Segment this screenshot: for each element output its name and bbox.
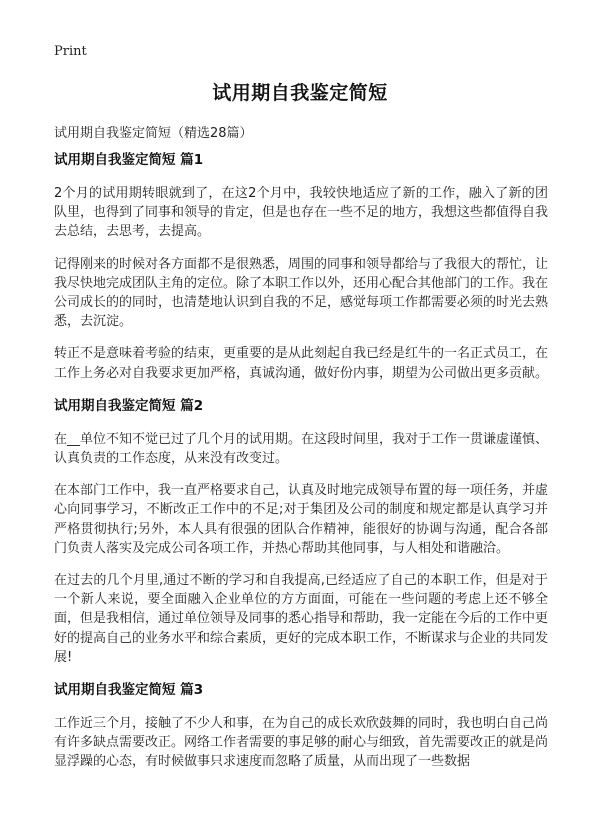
- paragraph: 在过去的几个月里,通过不断的学习和自我提高,已经适应了自己的本职工作，但是对于一个新人来说，要全面融入企业单位的方方面面，可能在一些问题的考虑上还不够全面，但是我相信，通过单位领导及同事的悉心指导和帮助，我一定能在今后的工作中更好的提高自己的业务水平和综合素质，更好的完成本职工作，不断谋求与企业的共同发展!: [54, 573, 549, 665]
- paragraph: 记得刚来的时候对各方面都不是很熟悉，周围的同事和领导都给与了我很大的帮忙，让我尽快地完成团队主角的定位。除了本职工作以外，还用心配合其他部门的工作。我在公司成长的的同时，也清楚地认识到自我的不足，感觉每项工作都需要必须的时光去熟悉，去沉淀。: [54, 256, 549, 330]
- section-3: [54, 680, 548, 772]
- print-link[interactable]: Print: [54, 44, 87, 59]
- section-2: [54, 396, 548, 667]
- paragraph: 在__单位不知不觉已过了几个月的试用期。在这段时间里，我对于工作一贯谦虚谨慎、认真负责的工作态度，从来没有改变过。: [54, 431, 549, 467]
- paragraph: 2个月的试用期转眼就到了，在这2个月中，我较快地适应了新的工作，融入了新的团队里，也得到了同事和领导的肯定，但是也存在一些不足的地方，我想这些都值得自我去总结，去思考，去提高。: [54, 186, 549, 240]
- section-heading: 试用期自我鉴定简短 篇1: [54, 152, 204, 168]
- section-heading: 试用期自我鉴定简短 篇2: [54, 397, 204, 414]
- document-content: [54, 150, 548, 785]
- section-heading: 试用期自我鉴定简短 篇3: [54, 682, 204, 699]
- section-1: [54, 150, 548, 383]
- paragraph: 转正不是意味着考验的结束，更重要的是从此刻起自我已经是红牛的一名正式员工，在工作上务必对自我要求更加严格，真诚沟通，做好份内事，期望为公司做出更多贡献。: [54, 346, 549, 381]
- document-title: 试用期自我鉴定简短: [212, 82, 388, 104]
- paragraph: 工作近三个月，接触了不少人和事，在为自己的成长欢欣鼓舞的同时，我也明白自己尚有许多缺点需要改正。网络工作者需要的事足够的耐心与细致，首先需要改正的就是尚显浮躁的心态，有时候做事只求速度而忽略了质量，从而出现了一些数据: [54, 716, 549, 770]
- document-subtitle: 试用期自我鉴定简短（精选28篇）: [54, 126, 253, 141]
- paragraph: 在本部门工作中，我一直严格要求自己，认真及时地完成领导布置的每一项任务，并虚心向同事学习，不断改正工作中的不足;对于集团及公司的制度和规定都是认真学习并严格贯彻执行;另外，本人具有很强的团队合作精神，能很好的协调与沟通，配合各部门负责人落实及完成公司各项工作，并热心帮助其他同事，与人相处和谐融洽。: [54, 483, 549, 556]
